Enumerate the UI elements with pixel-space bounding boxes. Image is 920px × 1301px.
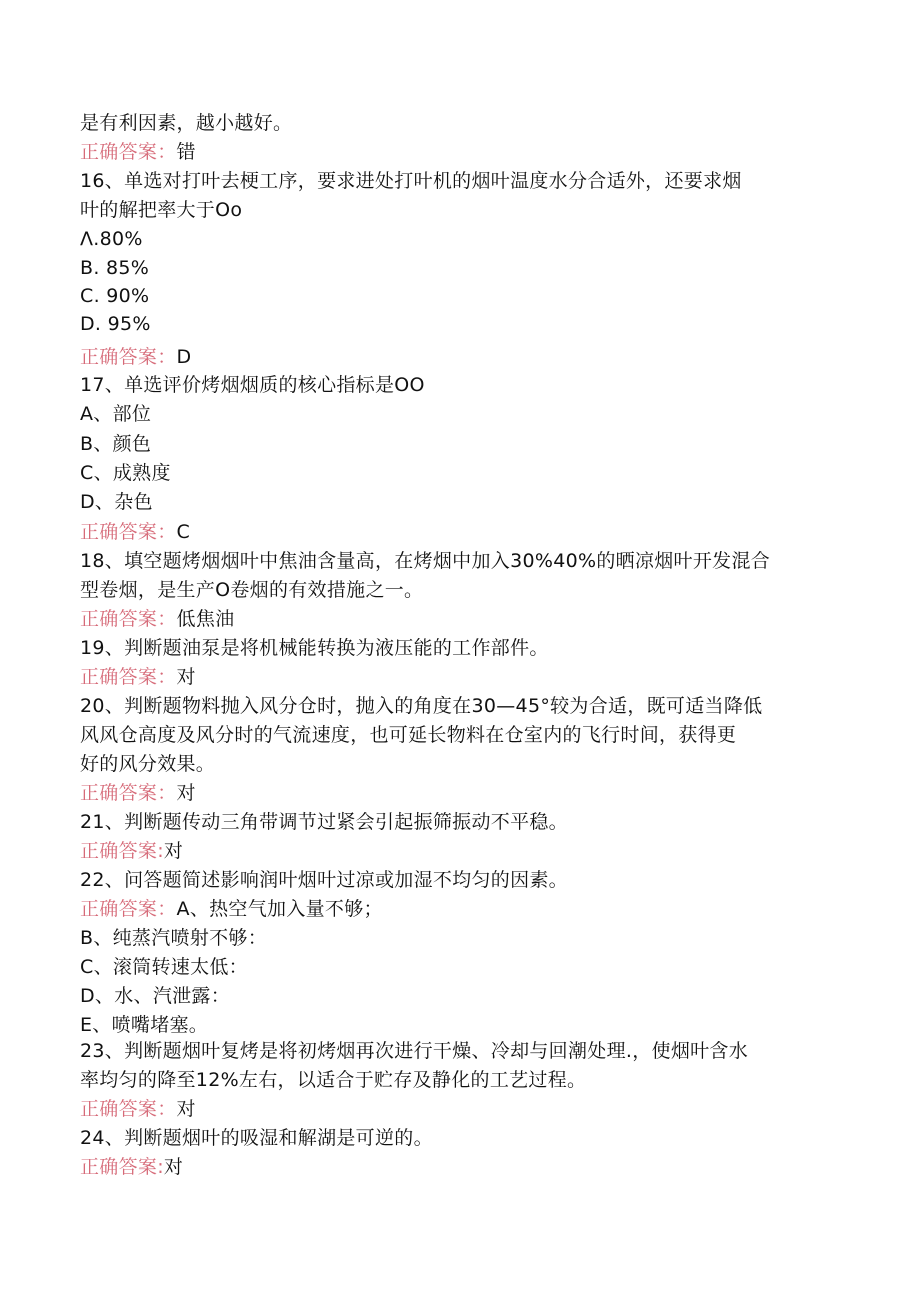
answer-label: 正确答案： [80, 346, 177, 368]
option-d: D、杂色 [80, 491, 153, 513]
answer-label: 正确答案： [80, 608, 177, 630]
answer-label: 正确答案： [80, 141, 177, 163]
text-line: 是有利因素，越小越好。 [80, 112, 293, 134]
answer-line [80, 1096, 196, 1122]
answer-value: 错 [176, 141, 196, 163]
answer-label: 正确答案: [80, 840, 164, 862]
question-18-cont: 型卷烟，是生产O卷烟的有效措施之一。 [80, 579, 424, 601]
question-16: 16、单选对打叶去梗工序，要求进处打叶机的烟叶温度水分合适外，还要求烟 [80, 170, 742, 192]
question-16-cont: 叶的解把率大于Oo [80, 199, 243, 221]
answer-value: 低焦油 [176, 608, 235, 630]
answer-line [80, 139, 196, 165]
question-21: 21、判断题传动三角带调节过紧会引起振筛振动不平稳。 [80, 811, 568, 833]
option-b: B. 85% [80, 257, 150, 279]
option-d: D. 95% [80, 313, 151, 335]
question-19: 19、判断题油泵是将机械能转换为液压能的工作部件。 [80, 637, 549, 659]
answer-value: 对 [176, 1098, 196, 1120]
answer-label: 正确答案： [80, 898, 177, 920]
answer-item: D、水、汽泄露： [80, 985, 231, 1007]
question-20-cont: 好的风分效果。 [80, 753, 216, 775]
option-b: B、颜色 [80, 433, 152, 455]
answer-line [80, 896, 383, 922]
answer-line [80, 519, 190, 545]
option-c: C、成熟度 [80, 462, 171, 484]
answer-value: D [176, 346, 192, 368]
question-17: 17、单选评价烤烟烟质的核心指标是OO [80, 374, 425, 396]
question-18: 18、填空题烤烟烟叶中焦油含量高，在烤烟中加入30%40%的晒凉烟叶开发混合 [80, 550, 771, 572]
answer-label: 正确答案： [80, 666, 177, 688]
question-23: 23、判断题烟叶复烤是将初烤烟再次进行干燥、冷却与回潮处理.，使烟叶含水 [80, 1040, 749, 1062]
question-23-cont: 率均匀的降至12%左右，以适合于贮存及静化的工艺过程。 [80, 1069, 587, 1091]
answer-item: E、喷嘴堵塞。 [80, 1014, 209, 1036]
option-a: Λ.80% [80, 228, 143, 250]
answer-value: C [176, 521, 191, 543]
answer-line [80, 1154, 183, 1180]
answer-value: 对 [176, 666, 196, 688]
answer-item: B、纯蒸汽喷射不够： [80, 927, 268, 949]
answer-line [80, 780, 196, 806]
answer-label: 正确答案： [80, 1098, 177, 1120]
answer-value: A、热空气加入量不够； [176, 898, 383, 920]
option-a: A、部位 [80, 403, 152, 425]
answer-label: 正确答案: [80, 1156, 164, 1178]
answer-line [80, 838, 183, 864]
answer-item: C、滚筒转速太低： [80, 956, 248, 978]
question-24: 24、判断题烟叶的吸湿和解湖是可逆的。 [80, 1127, 433, 1149]
answer-value: 对 [163, 1156, 184, 1178]
answer-value: 对 [176, 782, 196, 804]
question-22: 22、问答题简述影响润叶烟叶过凉或加湿不均匀的因素。 [80, 869, 568, 891]
question-20: 20、判断题物料抛入风分仓时，抛入的角度在30—45°较为合适，既可适当降低 [80, 695, 763, 717]
answer-label: 正确答案： [80, 521, 177, 543]
answer-line [80, 606, 234, 632]
option-c: C. 90% [80, 285, 150, 307]
answer-line [80, 664, 196, 690]
question-20-cont: 风风仓高度及风分时的气流速度，也可延长物料在仓室内的飞行时间，获得更 [80, 724, 737, 746]
answer-value: 对 [163, 840, 184, 862]
answer-label: 正确答案： [80, 782, 177, 804]
answer-line [80, 344, 191, 370]
